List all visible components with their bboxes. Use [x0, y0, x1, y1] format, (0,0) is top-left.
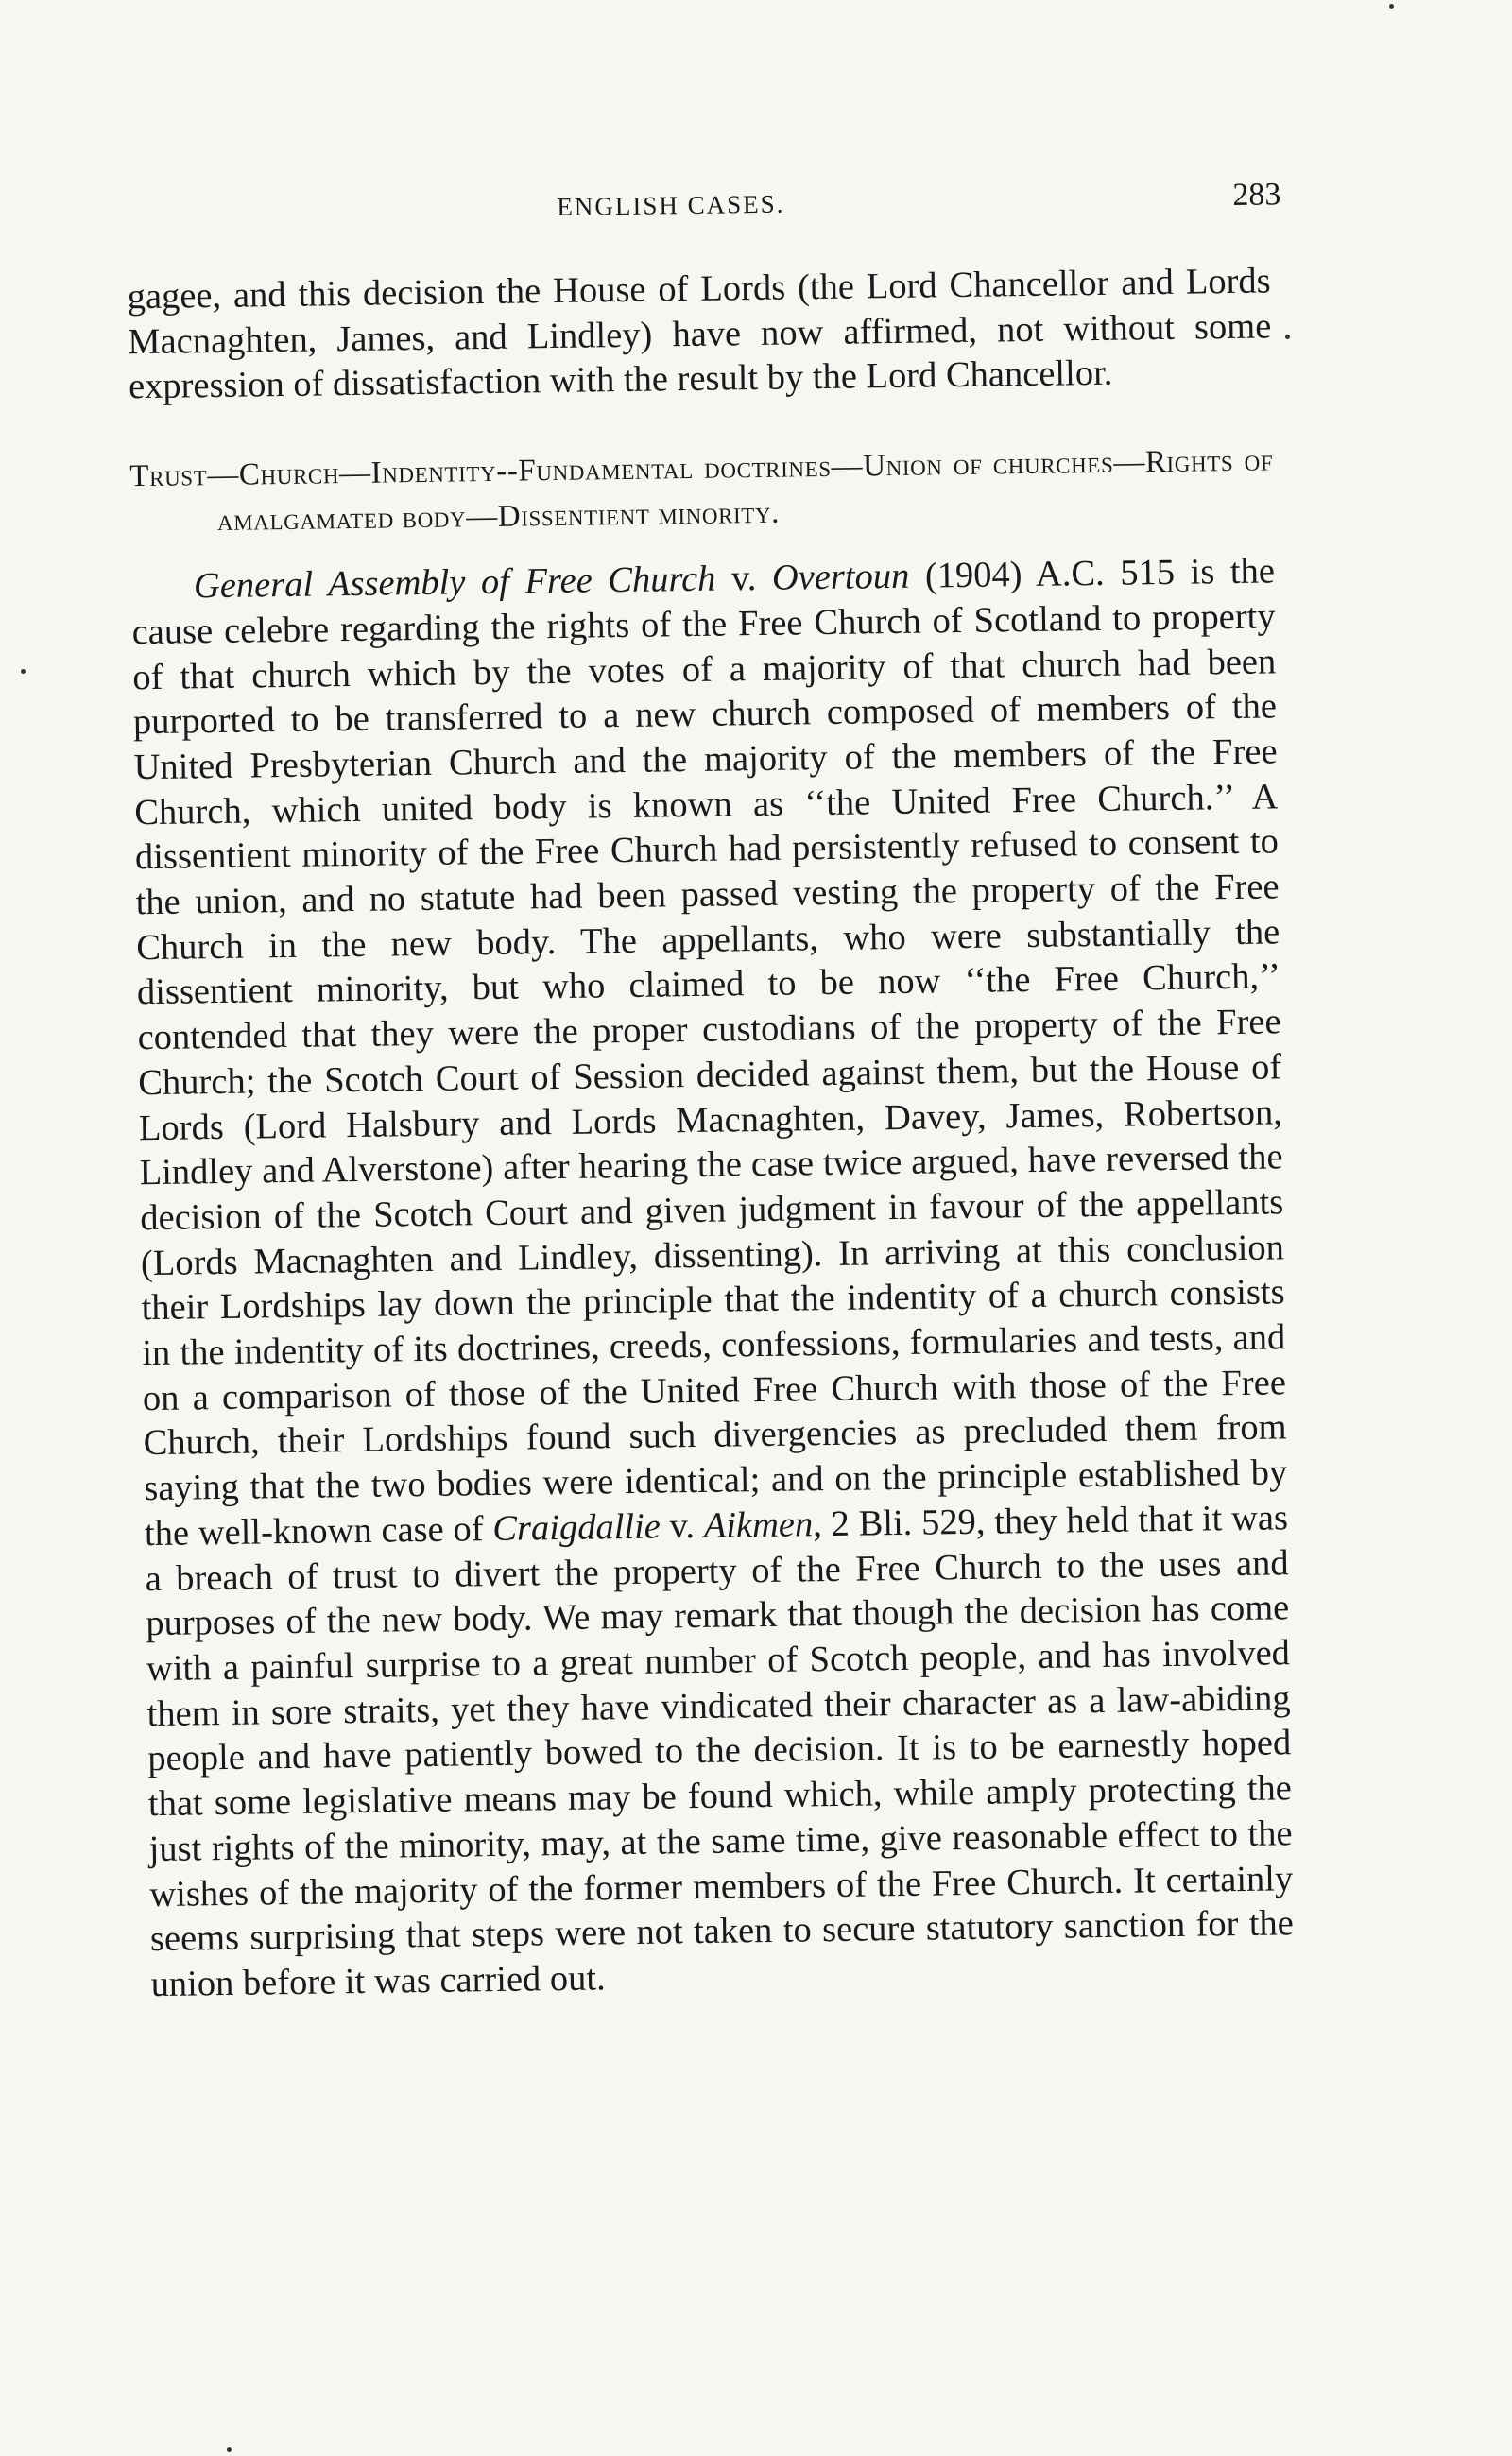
catchwords-heading: Trust—Church—Indentity--Fundamental doctrines—Union of churches—Rights of amalgamated body—Dissentient minority. [129, 443, 1274, 539]
scan-speck [227, 2447, 232, 2452]
case-versus: v. [715, 558, 773, 599]
cited-versus: v. [660, 1505, 705, 1547]
body-text [127, 259, 1294, 2007]
running-head [0, 174, 1512, 232]
opening-paragraph: gagee, and this decision the House of Lords (the Lord Chancellor and Lords Macnaghten, James, and Lindley) have now affirmed, not without some expression of dissatisfaction with the result by the Lord Chancellor. [127, 261, 1272, 407]
page-number: 283 [1232, 177, 1281, 213]
case-party: Overtoun [771, 556, 910, 598]
scan-speck [1285, 335, 1290, 339]
cited-case-a: Craigdallie [492, 1506, 662, 1549]
case-name: General Assembly of Free Church [193, 558, 716, 607]
scan-speck [21, 669, 26, 674]
cited-case-b: Aikmen [703, 1504, 814, 1546]
main-text-part-2: , 2 Bli. 529, they held that it was a breach of trust to divert the property of the Free Church to the uses and purposes of the new body. We may remark that though the decision has come with a painful surprise to a great number of Scotch people, and has involved them in sore straits, yet they have vindicated their character as a law-abiding people and have patiently bowed to the decision. It is to be earnestly hoped that some legislative means may be found which, while amply protecting the just rights of the minority, may, at the same time, give reasonable effect to the wishes of the majority of the former members of the Free Church. It certainly seems surprising that steps were not taken to secure statutory sanction for the union before it was carried out. [145, 1498, 1295, 2005]
main-text-part-1: (1904) A.C. 515 is the cause celebre regarding the rights of the Free Church of Scotland to property of that church which by the votes of a majority of that church had been purported to be transferred to a new church composed of members of the United Presbyterian Church and the majority of the members of the Free Church, which united body is known as ‘‘the United Free Church.’’ A dissentient minority of the Free Church had persistently refused to consent to the union, and no statute had been passed vesting the property of the Free Church in the new body. The appellants, who were substantially the dissentient minority, but who claimed to be now ‘‘the Free Church,’’ contended that they were the proper custodians of the property of the Free Church; the Scotch Court of Session decided against them, but the House of Lords (Lord Halsbury and Lords Macnaghten, Davey, James, Robertson, Lindley and Alverstone) after hearing the case twice argued, have reversed the decision of the Scotch Court and given judgment in favour of the appellants (Lords Macnaghten and Lindley, dissenting). In arriving at this conclusion their Lordships lay down the principle that the indentity of a church consists in the indentity of its doctrines, creeds, confessions, formularies and tests, and on a comparison of those of the United Free Church with those of the Free Church, their Lordships found such divergencies as precluded them from saying that the two bodies were identical; and on the principle established by the well-known case of [131, 551, 1288, 1554]
running-title: ENGLISH CASES. [557, 189, 785, 221]
main-paragraph [131, 549, 1295, 2007]
scan-speck [1389, 4, 1394, 9]
